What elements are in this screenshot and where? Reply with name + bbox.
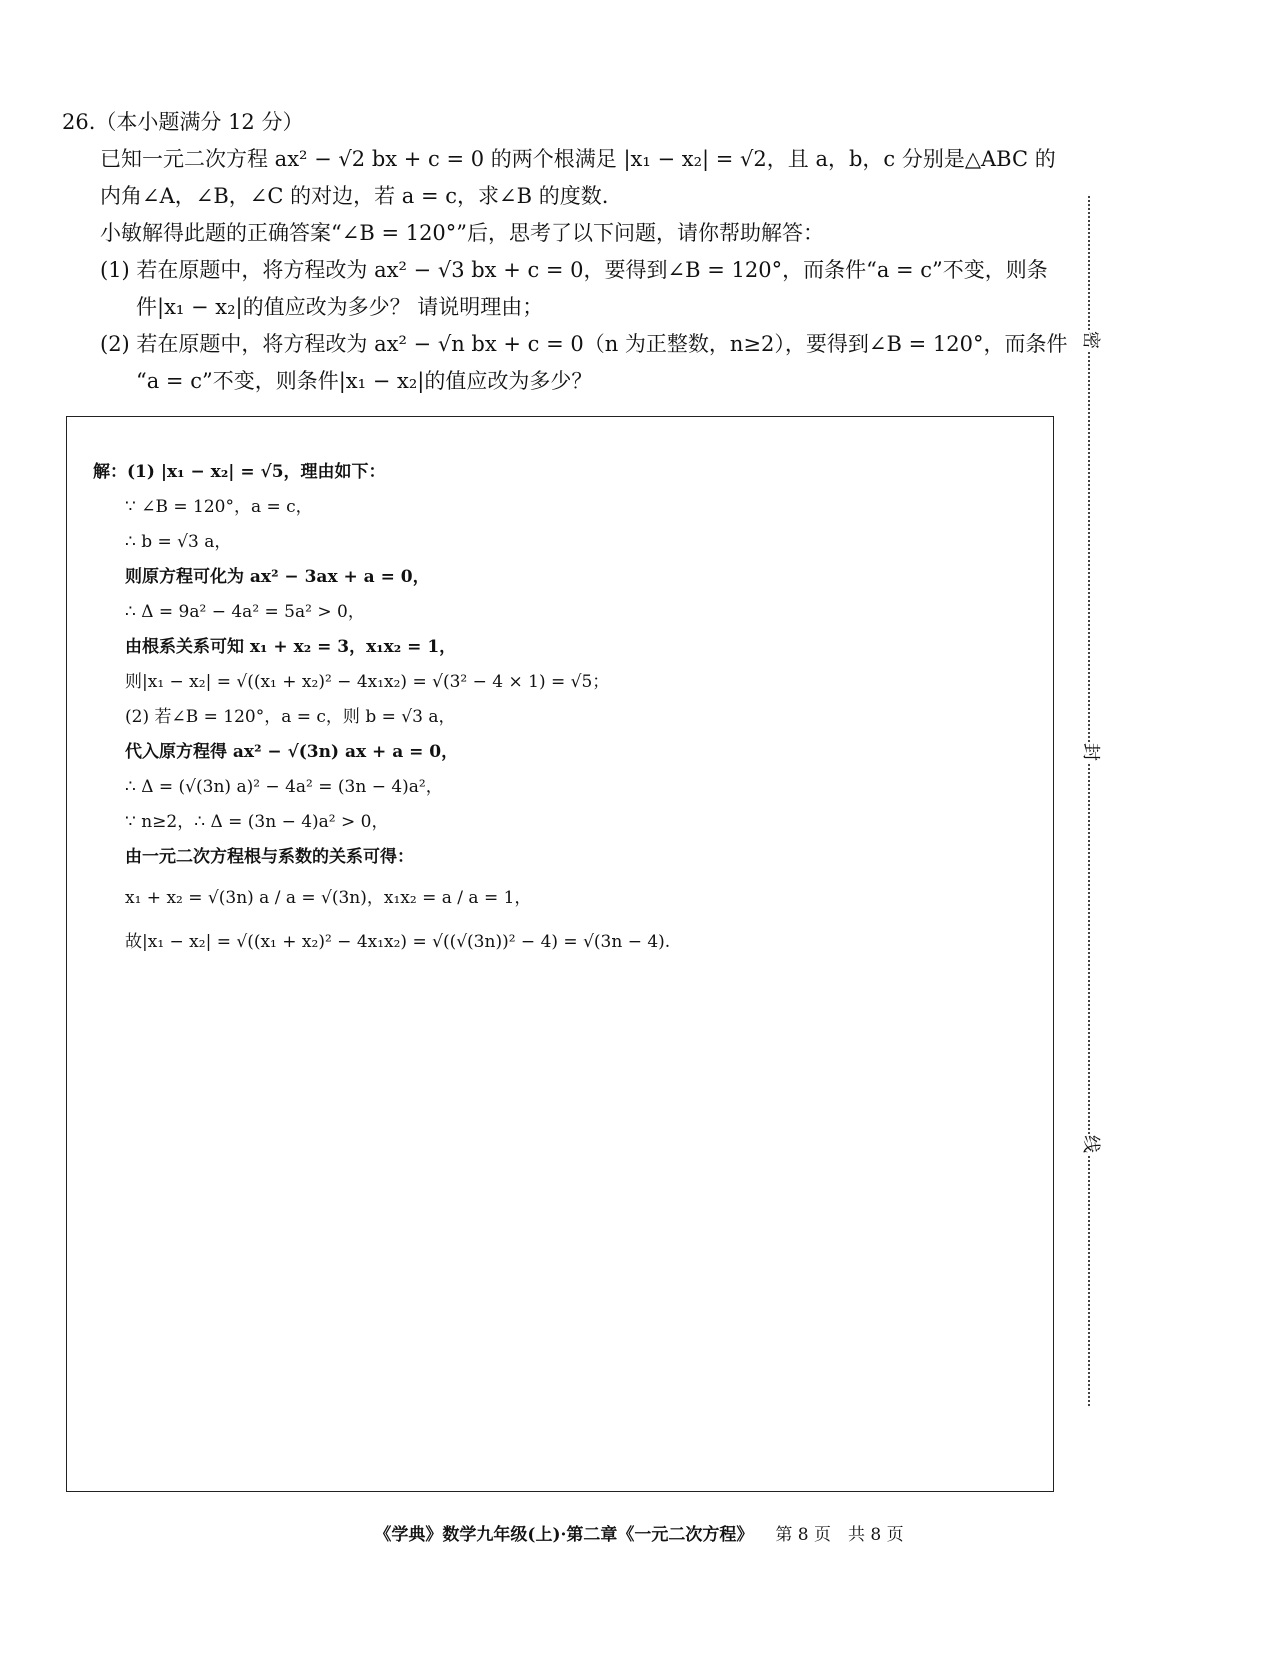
problem-title: 26.（本小题满分 12 分） [62, 110, 304, 134]
handwritten-solution [93, 455, 670, 960]
solution-line: ∵ ∠B = 120°，a = c， [125, 497, 313, 517]
page-number: 第 8 页 共 8 页 [775, 1525, 904, 1545]
solution-line: x₁ + x₂ = √(3n) a / a = √(3n)，x₁x₂ = a / a = 1， [125, 888, 532, 908]
seal-char-mi: 密 [1080, 331, 1101, 349]
solution-line: ∴ b = √3 a， [125, 532, 232, 552]
problem-26 [62, 104, 1068, 400]
problem-line: 小敏解得此题的正确答案“∠B = 120°”后，思考了以下问题，请你帮助解答： [100, 221, 825, 245]
solution-line: 代入原方程得 ax² − √(3n) ax + a = 0， [125, 742, 459, 762]
seal-dotted-line [1088, 196, 1090, 1406]
solution-line: 由一元二次方程根与系数的关系可得： [125, 847, 414, 867]
solution-line: 故|x₁ − x₂| = √((x₁ + x₂)² − 4x₁x₂) = √((√(3n))² − 4) = √(3n − 4). [125, 932, 671, 952]
solution-line: ∵ n≥2，∴ Δ = (3n − 4)a² > 0， [125, 812, 389, 832]
solution-line: ∴ Δ = 9a² − 4a² = 5a² > 0， [125, 602, 365, 622]
page-footer [0, 1520, 1278, 1545]
solution-line: 则原方程可化为 ax² − 3ax + a = 0， [125, 567, 430, 587]
sub-question-1-cont: 件|x₁ − x₂|的值应改为多少？ 请说明理由； [136, 295, 544, 319]
sub-question-2-cont: “a = c”不变，则条件|x₁ − x₂|的值应改为多少？ [136, 369, 593, 393]
sub-question-2: (2) 若在原题中，将方程改为 ax² − √n bx + c = 0（n 为正整数，n≥2），要得到∠B = 120°，而条件 [100, 332, 1068, 356]
solution-line: 则|x₁ − x₂| = √((x₁ + x₂)² − 4x₁x₂) = √(3² − 4 × 1) = √5； [125, 672, 610, 692]
seal-char-feng: 封 [1080, 743, 1101, 761]
solution-line: (2) 若∠B = 120°，a = c，则 b = √3 a， [125, 707, 456, 727]
footer-title: 《学典》数学九年级(上)·第二章《一元二次方程》 [374, 1525, 754, 1545]
seal-char-xian: 线 [1080, 1135, 1101, 1153]
sub-question-1: (1) 若在原题中，将方程改为 ax² − √3 bx + c = 0，要得到∠B = 120°，而条件“a = c”不变，则条 [100, 258, 1048, 282]
problem-line: 内角∠A，∠B，∠C 的对边，若 a = c，求∠B 的度数. [100, 184, 609, 208]
answer-box [66, 416, 1054, 1492]
problem-line: 已知一元二次方程 ax² − √2 bx + c = 0 的两个根满足 |x₁ − x₂| = √2，且 a，b，c 分别是△ABC 的 [100, 147, 1056, 171]
solution-line: 由根系关系可知 x₁ + x₂ = 3，x₁x₂ = 1， [125, 637, 457, 657]
solution-line: ∴ Δ = (√(3n) a)² − 4a² = (3n − 4)a²， [125, 777, 443, 797]
solution-line: 解：(1) |x₁ − x₂| = √5，理由如下： [93, 462, 386, 482]
